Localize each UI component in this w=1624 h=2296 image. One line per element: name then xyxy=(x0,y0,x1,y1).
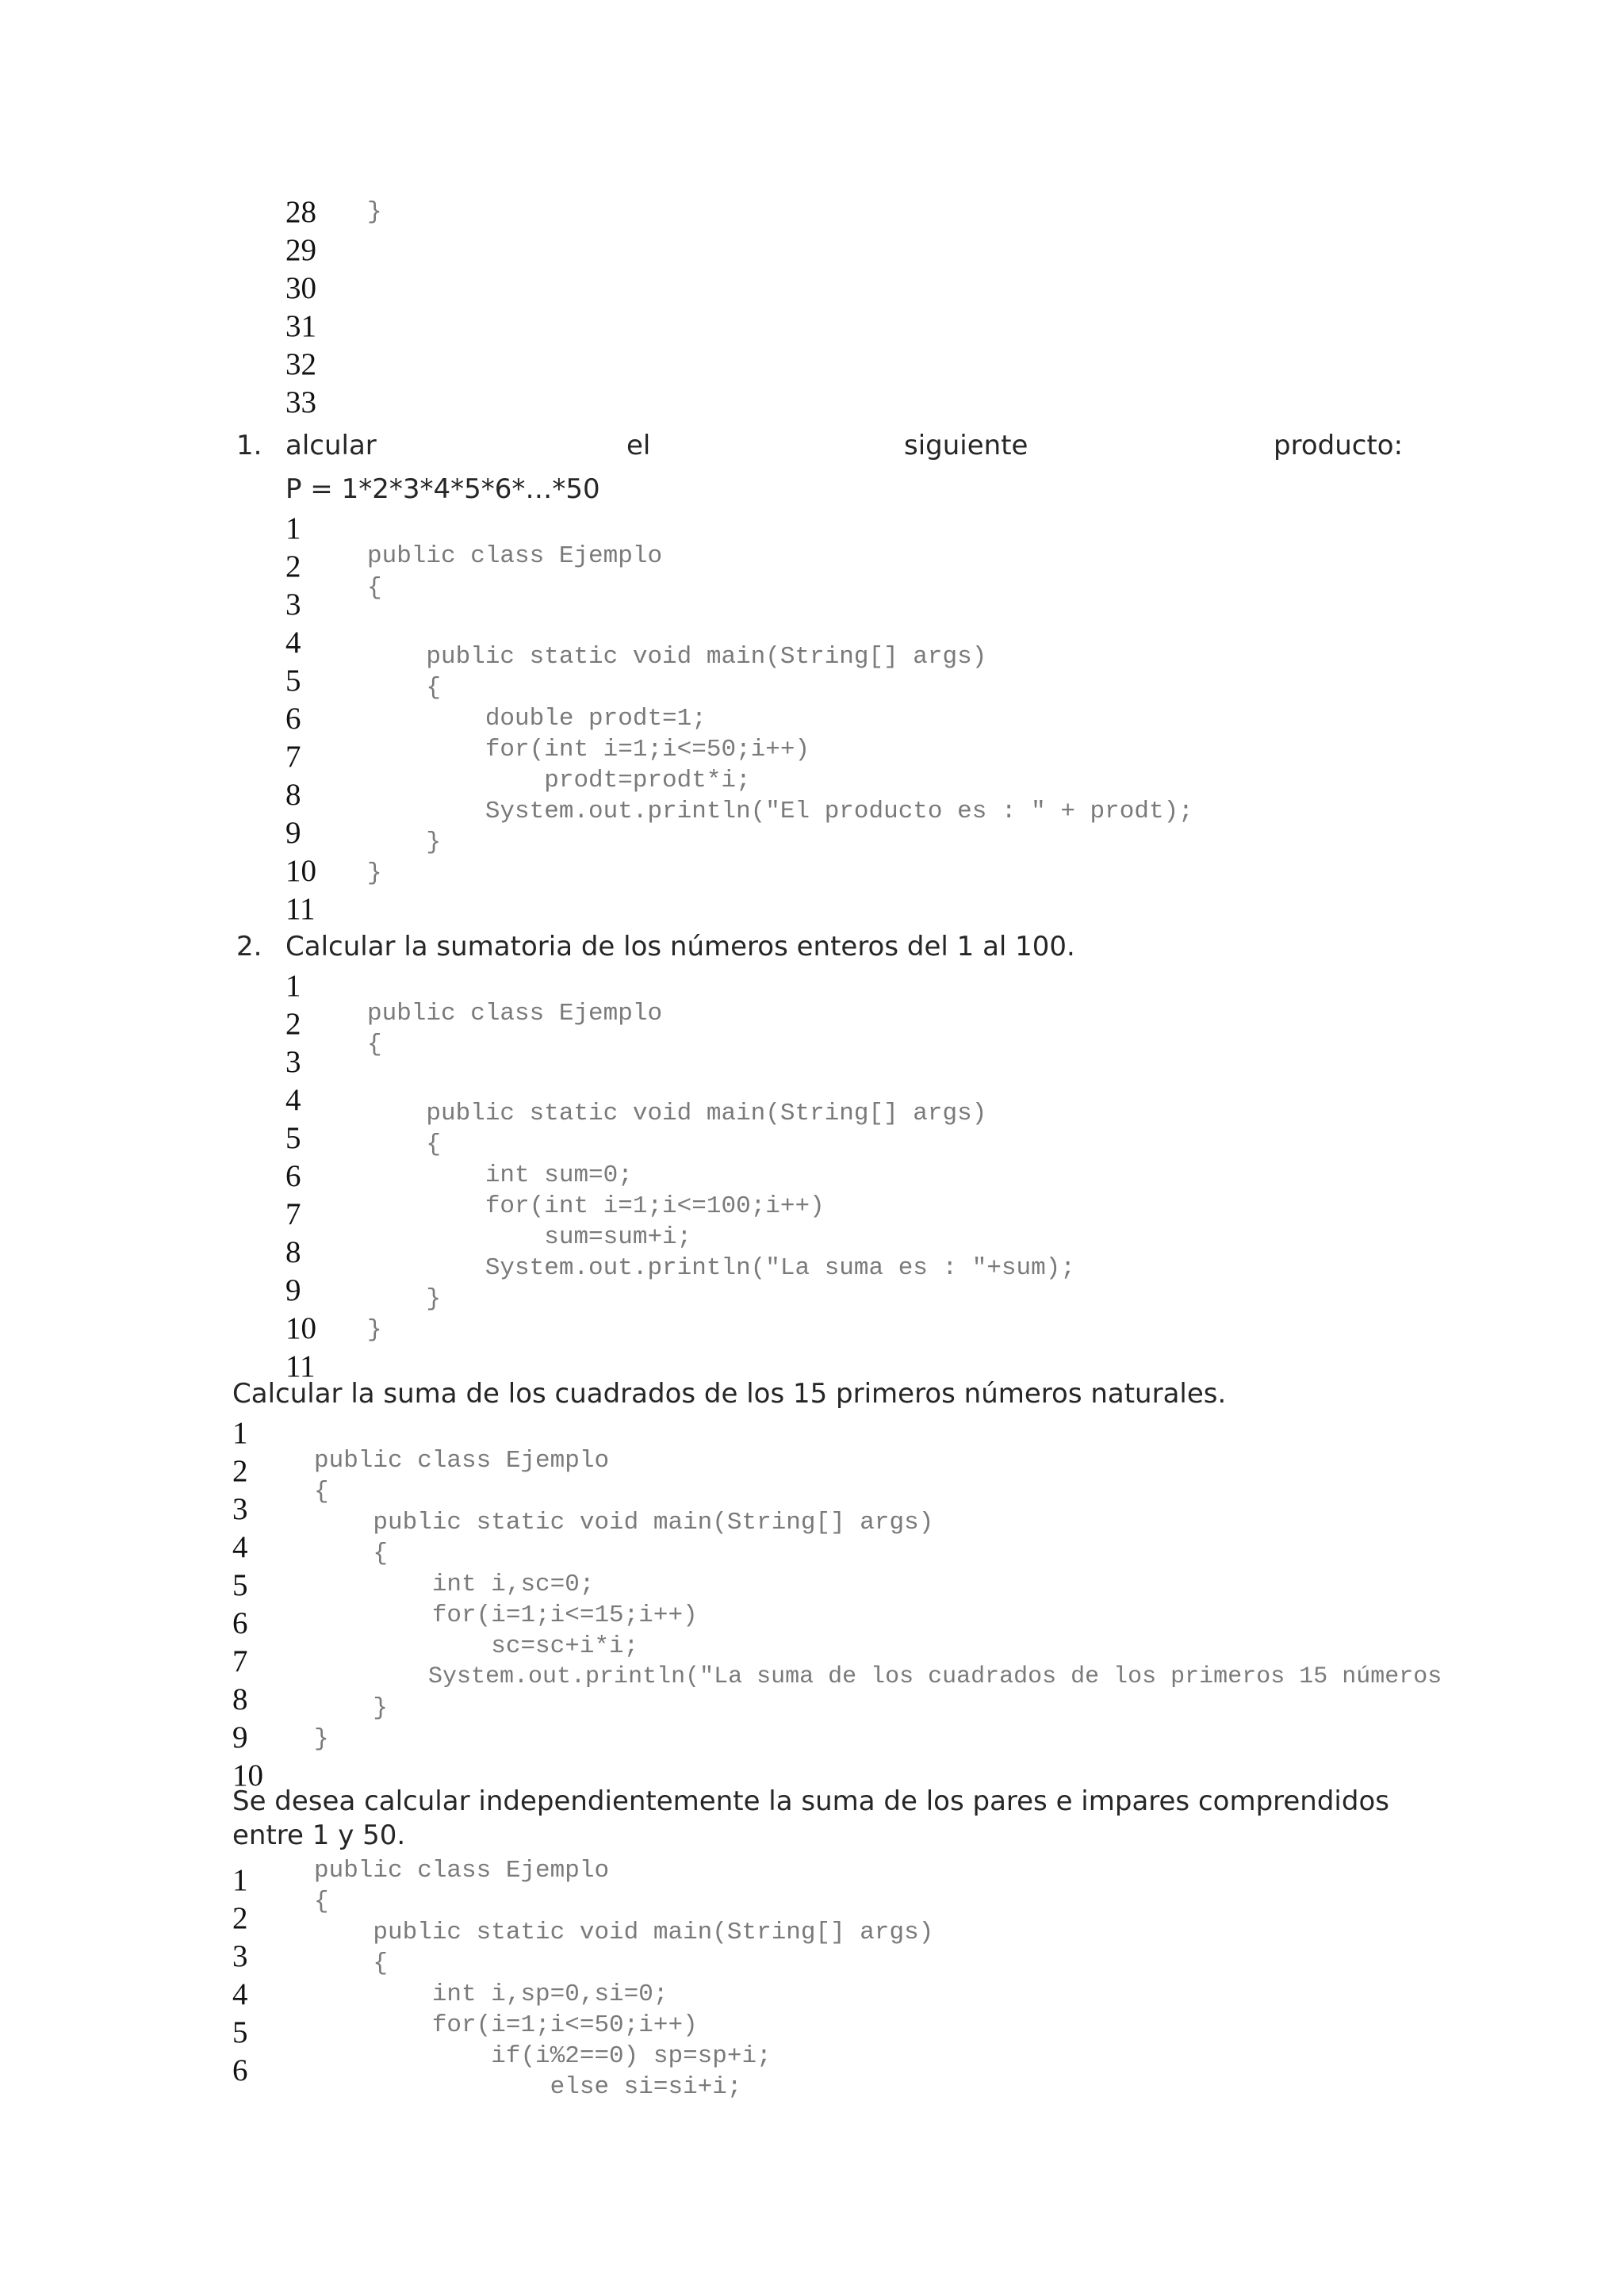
heading-word: producto: xyxy=(1274,430,1404,461)
line-number: 6 xyxy=(285,1159,301,1193)
code-line: public static void main(String[] args) xyxy=(367,643,987,671)
line-number: 4 xyxy=(285,1083,301,1117)
code-line: { xyxy=(367,574,382,602)
line-number: 5 xyxy=(232,2015,248,2049)
exercise-heading-line: Se desea calcular independientemente la suma de los pares e impares comprendidos xyxy=(232,1785,1389,1817)
line-number: 6 xyxy=(232,2053,248,2087)
line-number: 9 xyxy=(285,816,301,850)
line-number: 1 xyxy=(232,1416,248,1450)
code-line: { xyxy=(367,1031,382,1058)
code-line: for(int i=1;i<=100;i++) xyxy=(367,1192,825,1220)
code-line: int i,sp=0,si=0; xyxy=(314,1980,668,2008)
line-number: 3 xyxy=(285,587,301,622)
line-number: 8 xyxy=(285,1235,301,1269)
list-number: 2. xyxy=(236,931,262,962)
line-number: 3 xyxy=(232,1939,248,1973)
code-line: public class Ejemplo xyxy=(367,1000,663,1027)
code-line: int sum=0; xyxy=(367,1161,633,1189)
code-line: public static void main(String[] args) xyxy=(314,1509,934,1536)
code-line: for(i=1;i<=50;i++) xyxy=(314,2011,698,2039)
line-number: 11 xyxy=(285,1349,316,1383)
code-line: } xyxy=(367,859,382,887)
line-number: 30 xyxy=(285,271,316,305)
code-line: { xyxy=(314,1478,329,1506)
line-number: 10 xyxy=(285,854,316,888)
line-number: 33 xyxy=(285,385,316,419)
heading-word: el xyxy=(626,430,651,461)
line-number: 1 xyxy=(285,969,301,1003)
line-number: 9 xyxy=(285,1273,301,1307)
code-line: public static void main(String[] args) xyxy=(367,1100,987,1127)
code-line: sc=sc+i*i; xyxy=(314,1632,639,1660)
code-line: } xyxy=(314,1725,329,1753)
formula: P = 1*2*3*4*5*6*…*50 xyxy=(285,473,600,505)
code-line: public class Ejemplo xyxy=(367,542,663,570)
exercise-heading-line: entre 1 y 50. xyxy=(232,1820,406,1851)
line-number: 1 xyxy=(232,1863,248,1897)
code-line: double prodt=1; xyxy=(367,705,707,733)
code-line: } xyxy=(367,1285,442,1313)
line-number: 9 xyxy=(232,1720,248,1755)
code-line: { xyxy=(314,1950,389,1977)
line-number: 2 xyxy=(232,1901,248,1935)
line-number: 8 xyxy=(285,778,301,812)
code-line: } xyxy=(367,828,442,856)
code-line: System.out.println("El producto es : " + prodt); xyxy=(367,798,1193,825)
line-number: 4 xyxy=(232,1977,248,2011)
line-number: 6 xyxy=(232,1606,248,1640)
line-number: 5 xyxy=(285,1121,301,1155)
code-line: System.out.println("La suma de los cuadrados de los primeros 15 números xyxy=(314,1663,1442,1690)
code-line: { xyxy=(367,1131,442,1158)
code-line: System.out.println("La suma es : "+sum); xyxy=(367,1254,1075,1282)
line-number: 8 xyxy=(232,1682,248,1716)
line-number: 6 xyxy=(285,702,301,736)
code-line: } xyxy=(367,1316,382,1344)
code-line: for(i=1;i<=15;i++) xyxy=(314,1601,698,1629)
code-line: if(i%2==0) sp=sp+i; xyxy=(314,2042,772,2070)
code-line: int i,sc=0; xyxy=(314,1571,595,1598)
code-line: public class Ejemplo xyxy=(314,1857,610,1885)
code-line: sum=sum+i; xyxy=(367,1223,692,1251)
code-line: { xyxy=(367,674,442,702)
code-line: public class Ejemplo xyxy=(314,1447,610,1475)
line-number: 32 xyxy=(285,347,316,381)
line-number: 2 xyxy=(285,1007,301,1041)
code-line: else si=si+i; xyxy=(314,2073,742,2101)
code-line: { xyxy=(314,1540,389,1567)
code-line: prodt=prodt*i; xyxy=(367,767,751,794)
heading-word: siguiente xyxy=(904,430,1028,461)
line-number: 29 xyxy=(285,233,316,267)
line-number: 11 xyxy=(285,892,316,926)
line-number: 3 xyxy=(232,1492,248,1526)
line-number: 5 xyxy=(232,1568,248,1602)
line-number: 4 xyxy=(285,626,301,660)
heading-word: alcular xyxy=(285,430,377,461)
line-number: 4 xyxy=(232,1530,248,1564)
code-line: public static void main(String[] args) xyxy=(314,1919,934,1946)
line-number: 10 xyxy=(232,1758,263,1793)
line-number: 2 xyxy=(232,1454,248,1488)
line-number: 31 xyxy=(285,309,316,343)
line-number: 5 xyxy=(285,664,301,698)
list-number: 1. xyxy=(236,430,262,461)
code-line: for(int i=1;i<=50;i++) xyxy=(367,736,810,763)
line-number: 2 xyxy=(285,549,301,584)
line-number: 7 xyxy=(232,1644,248,1678)
line-number: 7 xyxy=(285,1197,301,1231)
code-line: { xyxy=(314,1888,329,1915)
exercise-heading: Calcular la sumatoria de los números enteros del 1 al 100. xyxy=(285,931,1075,962)
line-number: 7 xyxy=(285,740,301,774)
line-number: 28 xyxy=(285,195,316,229)
exercise-heading: Calcular la suma de los cuadrados de los 15 primeros números naturales. xyxy=(232,1378,1227,1410)
line-number: 3 xyxy=(285,1045,301,1079)
line-number: 1 xyxy=(285,511,301,545)
code-line: } xyxy=(367,198,382,226)
code-line: } xyxy=(314,1694,389,1722)
line-number: 10 xyxy=(285,1311,316,1345)
